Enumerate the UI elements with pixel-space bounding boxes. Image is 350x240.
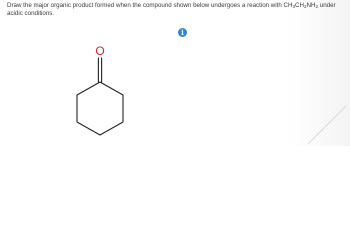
question-text-start: Draw the major organic product formed when the compound shown below undergoes a reaction with CH [7,2,293,9]
subscript-3: 3 [292,4,296,9]
question-text-end: under acidic conditions. [7,2,336,18]
formula-ch: CH [295,2,304,9]
subscript-2-b: 2 [315,4,319,9]
cyclohexane-ring [77,82,123,135]
oxygen-atom-label: O [95,44,105,58]
redacted-area [9,23,71,34]
info-icon[interactable]: i [178,28,187,37]
cyclohexanone-structure [70,30,132,144]
question-text [7,2,337,19]
formula-nh: NH [306,2,316,9]
corner-annotation-line [296,104,350,146]
subscript-2-a: 2 [303,4,307,9]
carbonyl-double-bond [98,58,101,82]
